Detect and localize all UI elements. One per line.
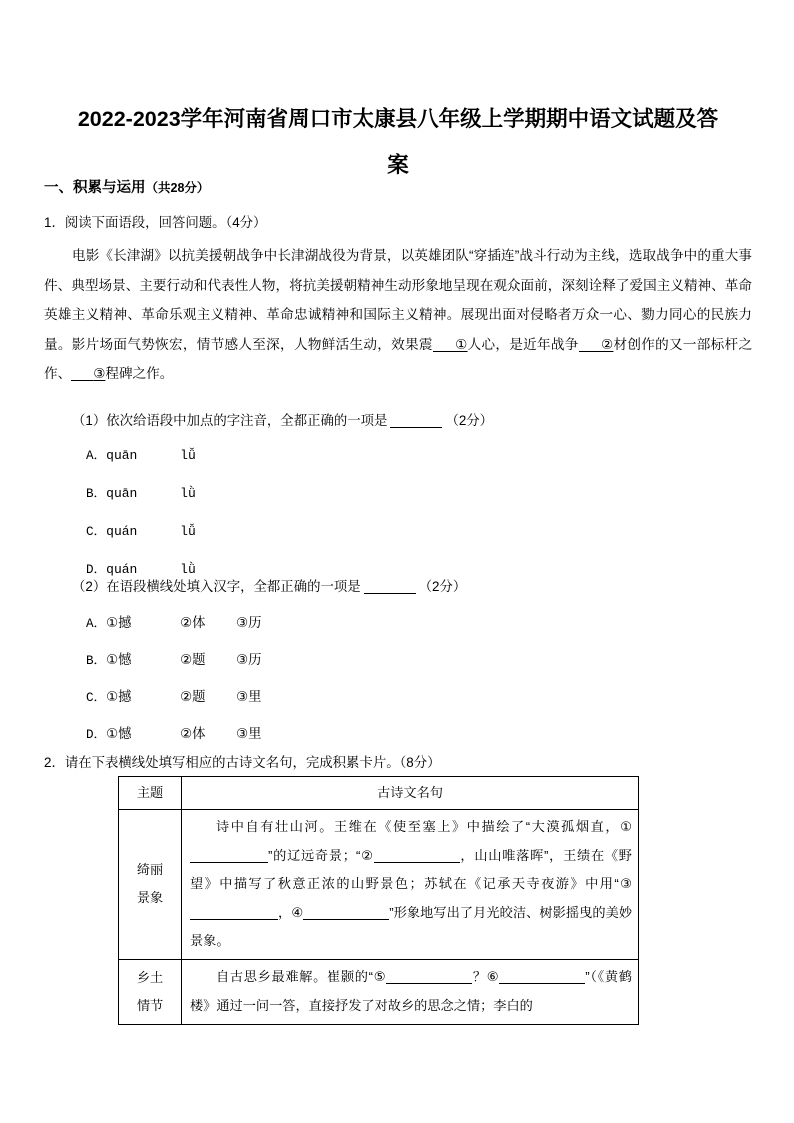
row-1-blank-2[interactable] xyxy=(374,862,460,863)
table-row-1-content xyxy=(182,810,639,960)
question-1-sub-2-prompt xyxy=(72,572,466,602)
row-1-blank-4[interactable] xyxy=(303,919,389,920)
sub-2-option-c[interactable] xyxy=(86,682,262,713)
row-1-marker-3: ③ xyxy=(618,876,633,891)
row-2-seg-1: 自古思乡最难解。崔颢的“ xyxy=(216,969,374,984)
row-1-seg-5: ”形象地写出了月光皎洁、树影摇曳的美妙景象。 xyxy=(190,904,633,948)
sub-1-option-c-value-2: lǚ xyxy=(180,524,196,539)
passage-inline-blank-2 xyxy=(579,351,601,352)
table-row xyxy=(119,959,639,1024)
page-title: 2022-2023学年河南省周口市太康县八年级上学期期中语文试题及答案 xyxy=(77,107,719,177)
table-row-1-theme xyxy=(119,810,182,960)
sub-1-points: （2分） xyxy=(445,413,494,428)
passage-text-part-4: 程碑之作。 xyxy=(105,366,174,382)
passage-blank-marker-3: ③ xyxy=(93,366,106,382)
sub-1-option-a-value-2: lǚ xyxy=(180,448,196,463)
sub-1-prompt-text: （1）依次给语段中加点的字注音，全都正确的一项是 xyxy=(72,413,388,428)
table-row-2-theme-line-1: 乡土 xyxy=(136,969,164,985)
table-header-content: 古诗文名句 xyxy=(182,777,639,810)
passage-blank-marker-1: ① xyxy=(454,336,468,352)
sub-1-option-a-key: A． xyxy=(86,449,107,463)
row-2-marker-5: ⑤ xyxy=(373,969,387,984)
row-1-seg-4: ， xyxy=(278,904,292,920)
sub-2-option-a-key: A． xyxy=(86,617,107,631)
row-1-marker-4: ④ xyxy=(291,904,304,920)
sub-1-option-b[interactable] xyxy=(86,478,236,509)
sub-1-option-a[interactable] xyxy=(86,440,236,471)
row-1-blank-1[interactable] xyxy=(190,862,268,863)
table-header-row xyxy=(119,777,639,810)
sub-1-option-a-value-1: quān xyxy=(106,448,138,463)
sub-2-option-c-value-1: ①撼 xyxy=(106,689,132,704)
table-row-2-theme xyxy=(119,959,182,1024)
sub-2-option-d[interactable] xyxy=(86,719,262,750)
sub-1-option-b-value-2: lǜ xyxy=(180,486,196,501)
sub-2-option-d-value-1: ①憾 xyxy=(106,726,132,741)
sub-2-option-b-value-2: ②题 xyxy=(180,652,206,667)
row-2-marker-6: ⑥ xyxy=(486,969,500,984)
table-row-1-theme-line-1: 绮丽 xyxy=(136,862,164,878)
passage-text-part-1: 电影《长津湖》以抗美援朝战争中长津湖战役为背景，以英雄团队“穿插连”战斗行动为主线，选取战争中的重大事件、典型场景、主要行动和代表性人物，将抗美援朝精神生动形象地呈现在观众面前，深刻诠释了爱国主义精神、革命英雄主义精神、革命乐观主义精神、革命忠诚精神和国际主义精神。展现出面对侵略者万众一心、勠力同心的民族力量。影片场面气势恢宏，情节感人至深，人物鲜活生动，效果震 xyxy=(44,248,752,352)
passage-blank-marker-2: ② xyxy=(600,336,614,352)
row-2-blank-5[interactable] xyxy=(386,983,472,984)
sub-2-option-b-value-3: ③历 xyxy=(236,652,262,667)
sub-2-option-b-key: B． xyxy=(86,654,107,668)
table-header-theme: 主题 xyxy=(119,777,182,810)
sub-2-option-d-value-3: ③里 xyxy=(236,726,262,741)
row-1-seg-3: ，山山唯落晖”，王绩在《野望》中描写了秋意正浓的山野景色；苏轼在《记承天寺夜游》中用“ xyxy=(190,847,632,891)
table-row-2-content xyxy=(182,959,639,1024)
sub-2-option-a-value-1: ①撼 xyxy=(106,615,132,630)
sub-2-option-c-value-2: ②题 xyxy=(180,689,206,704)
sub-2-option-d-key: D． xyxy=(86,728,107,742)
sub-2-option-d-value-2: ②体 xyxy=(180,726,206,741)
passage-inline-blank-1 xyxy=(433,351,455,352)
table-row-1-theme-line-2: 景象 xyxy=(136,890,164,906)
question-1-passage xyxy=(44,241,752,389)
passage-inline-blank-3 xyxy=(71,380,93,381)
row-1-blank-3[interactable] xyxy=(190,919,278,920)
sub-2-option-c-key: C． xyxy=(86,691,107,705)
row-1-marker-2: ② xyxy=(360,847,374,863)
sub-1-option-c-value-1: quán xyxy=(106,524,138,539)
passage-text-part-3: 材创作的又一部标杆之作、 xyxy=(44,336,753,382)
sub-1-option-d-value-2: lǜ xyxy=(180,562,196,577)
passage-text-part-2: 人心，是近年战争 xyxy=(467,336,579,352)
row-2-seg-3: ”（《黄鹤楼》通过一问一答，直接抒发了对故乡的思念之情；李白的 xyxy=(190,969,632,1013)
sub-2-option-a-value-3: ③历 xyxy=(236,615,262,630)
sub-2-option-a-value-2: ②体 xyxy=(180,615,206,630)
sub-1-option-d-key: D． xyxy=(86,563,107,577)
sub-1-answer-blank[interactable] xyxy=(390,427,442,428)
row-1-seg-2: ”的辽远奇景；“ xyxy=(268,847,361,863)
sub-1-option-c[interactable] xyxy=(86,516,236,547)
sub-2-points: （2分） xyxy=(418,579,467,594)
sub-2-option-a[interactable] xyxy=(86,608,262,639)
table-row-2-theme-line-2: 情节 xyxy=(136,997,164,1013)
sub-2-option-b-value-1: ①憾 xyxy=(106,652,132,667)
row-2-seg-2: ？ xyxy=(472,969,487,984)
table-row xyxy=(119,810,639,960)
sub-1-option-b-value-1: quān xyxy=(106,486,138,501)
section-heading xyxy=(44,176,209,197)
sub-2-option-c-value-3: ③里 xyxy=(236,689,262,704)
row-2-blank-6[interactable] xyxy=(499,983,585,984)
section-heading-text: 一、积累与运用 xyxy=(44,180,146,196)
row-1-seg-1: 诗中自有壮山河。王维在《使至塞上》中描绘了“大漠孤烟直， xyxy=(216,819,621,834)
poem-accumulation-table xyxy=(118,776,639,1025)
question-1-sub-1-prompt xyxy=(72,406,493,436)
question-2-label: 2．请在下表横线处填写相应的古诗文名句，完成积累卡片。（8分） xyxy=(44,755,441,770)
row-1-marker-1: ① xyxy=(620,819,632,834)
sub-2-answer-blank[interactable] xyxy=(364,593,416,594)
sub-1-option-b-key: B． xyxy=(86,487,107,501)
sub-1-option-d-value-1: quán xyxy=(106,562,138,577)
sub-2-option-b[interactable] xyxy=(86,645,262,676)
sub-1-option-c-key: C． xyxy=(86,525,107,539)
sub-2-prompt-text: （2）在语段横线处填入汉字，全都正确的一项是 xyxy=(72,579,361,594)
section-heading-points: （共28分） xyxy=(145,181,210,195)
question-1-label: 1．阅读下面语段，回答问题。（4分） xyxy=(44,215,267,230)
